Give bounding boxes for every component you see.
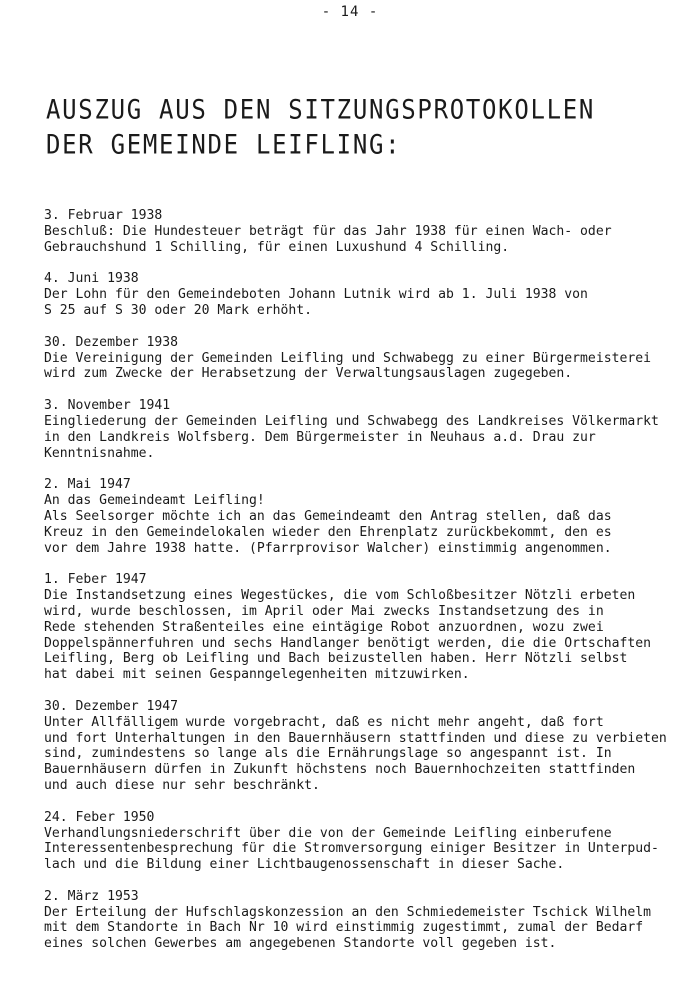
entry-date: 4. Juni 1938 xyxy=(44,271,139,287)
entry-text-line: lach und die Bildung einer Lichtbaugenossenschaft in dieser Sache. xyxy=(44,857,565,873)
entry-text-line: Gebrauchshund 1 Schilling, für einen Luxushund 4 Schilling. xyxy=(44,239,510,255)
entry-text-line: wird, wurde beschlossen, im April oder Mai zwecks Instandsetzung des in xyxy=(44,603,604,619)
entry-text-line: An das Gemeindeamt Leifling! xyxy=(44,493,265,509)
entry-text-line: und fort Unterhaltungen in den Bauernhäusern stattfinden und diese zu verbieten xyxy=(44,730,667,746)
entry-text-line: mit dem Standorte in Bach Nr 10 wird einstimmig zugestimmt, zumal der Bedarf xyxy=(44,920,644,936)
entry-text-line: Der Lohn für den Gemeindeboten Johann Lutnik wird ab 1. Juli 1938 von xyxy=(44,287,588,303)
entry-text-line: Unter Allfälligem wurde vorgebracht, daß es nicht mehr angeht, daß fort xyxy=(44,714,604,730)
entry-text-line: Beschluß: Die Hundesteuer beträgt für das Jahr 1938 für einen Wach- oder xyxy=(44,223,612,239)
protocol-entry xyxy=(44,477,684,556)
entry-text-line: Die Instandsetzung eines Wegestückes, die vom Schloßbesitzer Nötzli erbeten xyxy=(44,588,636,604)
entry-text-line: wird zum Zwecke der Herabsetzung der Verwaltungsauslagen zugegeben. xyxy=(44,366,573,382)
entry-text-line: Als Seelsorger möchte ich an das Gemeindeamt den Antrag stellen, daß das xyxy=(44,508,612,524)
protocol-entry xyxy=(44,810,684,873)
protocol-entry xyxy=(44,271,684,318)
entry-date: 30. Dezember 1938 xyxy=(44,334,179,350)
protocol-entry xyxy=(44,335,684,382)
entry-text-line: eines solchen Gewerbes am angegebenen Standorte voll gegeben ist. xyxy=(44,936,557,952)
entry-date: 3. Februar 1938 xyxy=(44,208,163,223)
entry-date: 30. Dezember 1947 xyxy=(44,698,179,714)
entry-text-line: Kenntnisnahme. xyxy=(44,445,155,461)
entry-text-line: Interessentenbesprechung für die Stromversorgung einiger Besitzer in Unterpud- xyxy=(44,841,659,857)
entry-text-line: und auch diese nur sehr beschränkt. xyxy=(44,777,320,793)
entry-text-line: Eingliederung der Gemeinden Leifling und Schwabegg des Landkreises Völkermarkt xyxy=(44,413,659,429)
entry-date: 2. Mai 1947 xyxy=(44,477,131,493)
page-number: - 14 - xyxy=(321,4,379,20)
title-line-1: AUSZUG AUS DEN SITZUNGSPROTOKOLLEN xyxy=(46,94,596,125)
entry-text-line: Doppelspännerfuhren und sechs Handlanger benötigt werden, die die Ortschaften xyxy=(44,635,651,651)
protocol-entry xyxy=(44,208,684,255)
entry-date: 1. Feber 1947 xyxy=(44,572,147,588)
entry-text-line: Die Vereinigung der Gemeinden Leifling und Schwabegg zu einer Bürgermeisterei xyxy=(44,350,651,366)
entry-text-line: sind, zumindestens so lange als die Ernährungslage so angespannt ist. In xyxy=(44,746,612,762)
entry-text-line: Rede stehenden Straßenteiles eine eintägige Robot anzuordnen, wozu zwei xyxy=(44,619,604,635)
protocol-entry xyxy=(44,572,684,683)
entry-text-line: hat dabei mit seinen Gespanngelegenheiten mitzuwirken. xyxy=(44,667,470,683)
entry-text-line: Bauernhäusern dürfen in Zukunft höchstens noch Bauernhochzeiten stattfinden xyxy=(44,762,636,778)
entry-text-line: in den Landkreis Wolfsberg. Dem Bürgermeister in Neuhaus a.d. Drau zur xyxy=(44,429,596,445)
protocol-entry xyxy=(44,398,684,461)
entry-text-line: Der Erteilung der Hufschlagskonzession an den Schmiedemeister Tschick Wilhelm xyxy=(44,904,651,920)
entry-text-line: Verhandlungsniederschrift über die von der Gemeinde Leifling einberufene xyxy=(44,825,612,841)
title-line-2: DER GEMEINDE LEIFLING: xyxy=(46,129,402,161)
entry-text-line: vor dem Jahre 1938 hatte. (Pfarrprovisor Walcher) einstimmig angenommen. xyxy=(44,540,612,556)
entry-date: 2. März 1953 xyxy=(44,888,139,904)
entry-text-line: Kreuz in den Gemeindelokalen wieder den Ehrenplatz zurückbekommt, den es xyxy=(44,524,612,540)
document-title xyxy=(46,92,595,162)
entry-date: 24. Feber 1950 xyxy=(44,809,155,825)
protocol-entries xyxy=(44,208,684,968)
protocol-entry xyxy=(44,699,684,794)
entry-text-line: S 25 auf S 30 oder 20 Mark erhöht. xyxy=(44,302,313,318)
entry-text-line: Leifling, Berg ob Leifling und Bach beizustellen haben. Herr Nötzli selbst xyxy=(44,651,628,667)
entry-date: 3. November 1941 xyxy=(44,398,171,414)
protocol-entry xyxy=(44,889,684,952)
